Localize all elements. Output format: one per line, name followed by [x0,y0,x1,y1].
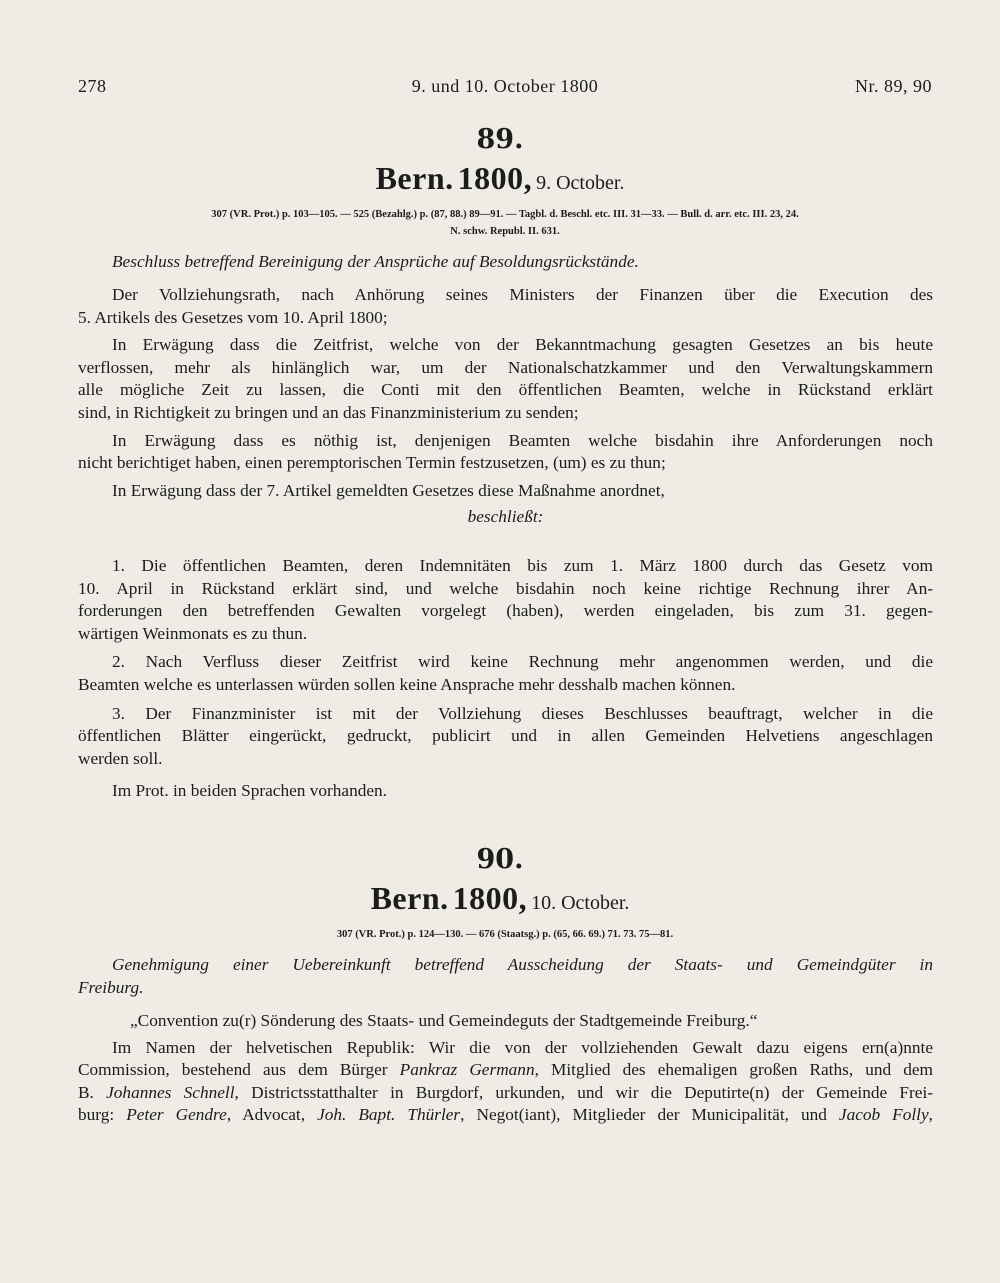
person-name: Jacob Folly [838,1105,929,1125]
document-title-90 [0,880,1000,917]
text-line: burg: Peter Gendre, Advocat, Joh. Bapt. Thürler, Negot(iant), Mitglieder der Municipalität, und Jacob Folly, [78,1105,933,1125]
references-line: N. schw. Republ. II. 631. [450,226,560,237]
text-line: öffentlichen Blätter eingerückt, gedruckt, publicirt und in allen Gemeinden Helvetiens angeschlagen [78,726,933,746]
document-title-89 [0,160,1000,197]
convention-title: „Convention zu(r) Sönderung des Staats- und Gemeindeguts der Stadtgemeinde Freiburg.“ [130,1011,758,1030]
convention-text [78,1010,933,1127]
document-number-89: 89. [476,124,524,155]
title-year: 1800, [452,880,528,916]
references-line: 307 (VR. Prot.) p. 103—105. — 525 (Bezahlg.) p. (87, 88.) 89—91. — Tagbl. d. Beschl. etc. III. 31—33. — Bull. d. arr. etc. III. 23, 24. [211,209,799,220]
text-line: forderungen den betreffenden Gewalten vorgelegt (haben), werden eingeladen, bis zum 31. gegen- [78,601,933,621]
text-line: wärtigen Weinmonats es zu thun. [78,623,308,643]
articles [78,555,933,803]
text-line: In Erwägung dass die Zeitfrist, welche von der Bekanntmachung gesagten Gesetzes an bis heute [112,335,933,355]
text-line: sind, in Richtigkeit zu bringen und an das Finanzministerium zu senden; [78,402,579,422]
text-line: nicht berichtiget haben, einen peremptorischen Termin festzusetzen, (um) es zu thun; [78,453,666,473]
text-line: 5. Artikels des Gesetzes vom 10. April 1800; [78,307,388,327]
preamble [78,284,933,529]
person-name: Johannes Schnell [106,1082,235,1102]
subject-line: Freiburg. [78,977,144,997]
title-place: Bern. [375,160,454,196]
text-line: verflossen, mehr als hinlänglich war, um der Nationalschatzkammer und den Verwaltungskammern [78,357,933,377]
text-line: 1. Die öffentlichen Beamten, deren Indemnitäten bis zum 1. März 1800 durch das Gesetz vom [112,556,933,575]
document-number-90: 90. [476,844,524,875]
subject-line: Beschluss betreffend Bereinigung der Ansprüche auf Besoldungsrückstände. [112,252,639,271]
person-name: Peter Gendre [126,1105,227,1125]
text-line: Commission, bestehend aus dem Bürger Pankraz Germann, Mitglied des ehemaligen großen Raths, und dem [78,1060,933,1080]
resolution-marker: beschließt: [467,507,544,527]
text-line: werden soll. [78,748,163,768]
title-date: 9. October. [536,172,625,194]
document-subject-90 [78,954,933,999]
document-subject-89 [78,251,933,274]
page-number: 278 [78,76,107,96]
text-line: 2. Nach Verfluss dieser Zeitfrist wird keine Rechnung mehr angenommen werden, und die [112,652,933,672]
text-line: Der Vollziehungsrath, nach Anhörung seines Ministers der Finanzen über die Execution des [112,285,933,304]
title-place: Bern. [370,880,449,916]
person-name: Pankraz Germann [399,1060,535,1080]
source-references-89 [78,206,932,240]
title-date: 10. October. [531,892,630,914]
protocol-note: Im Prot. in beiden Sprachen vorhanden. [112,781,387,801]
person-name: Joh. Bapt. Thürler [317,1105,461,1125]
text-line: Im Namen der helvetischen Republik: Wir die von der vollziehenden Gewalt dazu eigens ern(a)nnte [112,1037,933,1057]
header-date: 9. und 10. October 1800 [411,76,599,96]
text-line: In Erwägung dass der 7. Artikel gemeldten Gesetzes diese Maßnahme anordnet, [112,480,665,500]
text-line: 3. Der Finanzminister ist mit der Vollziehung dieses Beschlusses beauftragt, welcher in die [112,703,933,723]
references-line: 307 (VR. Prot.) p. 124—130. — 676 (Staatsg.) p. (65, 66. 69.) 71. 73. 75—81. [336,929,674,940]
text-line: 10. April in Rückstand erklärt sind, und welche bisdahin noch keine richtige Rechnung ihrer An- [78,578,933,598]
text-line: B. Johannes Schnell, Districtsstatthalter in Burgdorf, urkunden, und wir die Deputirte(n) der Gemeinde Frei- [78,1082,933,1102]
running-header [78,76,932,100]
header-document-numbers: Nr. 89, 90 [855,76,932,96]
source-references-90 [78,926,932,943]
text-line: alle mögliche Zeit zu lassen, die Conti mit den öffentlichen Beamten, welche in Rückstand erklärt [78,380,933,400]
subject-line: Genehmigung einer Uebereinkunft betreffend Ausscheidung der Staats- und Gemeindgüter in [112,955,933,974]
text-line: In Erwägung dass es nöthig ist, denjenigen Beamten welche bisdahin ihre Anforderungen noch [112,430,933,450]
title-year: 1800, [457,160,533,196]
text-line: Beamten welche es unterlassen würden sollen keine Ansprache mehr desshalb machen können. [78,674,736,694]
